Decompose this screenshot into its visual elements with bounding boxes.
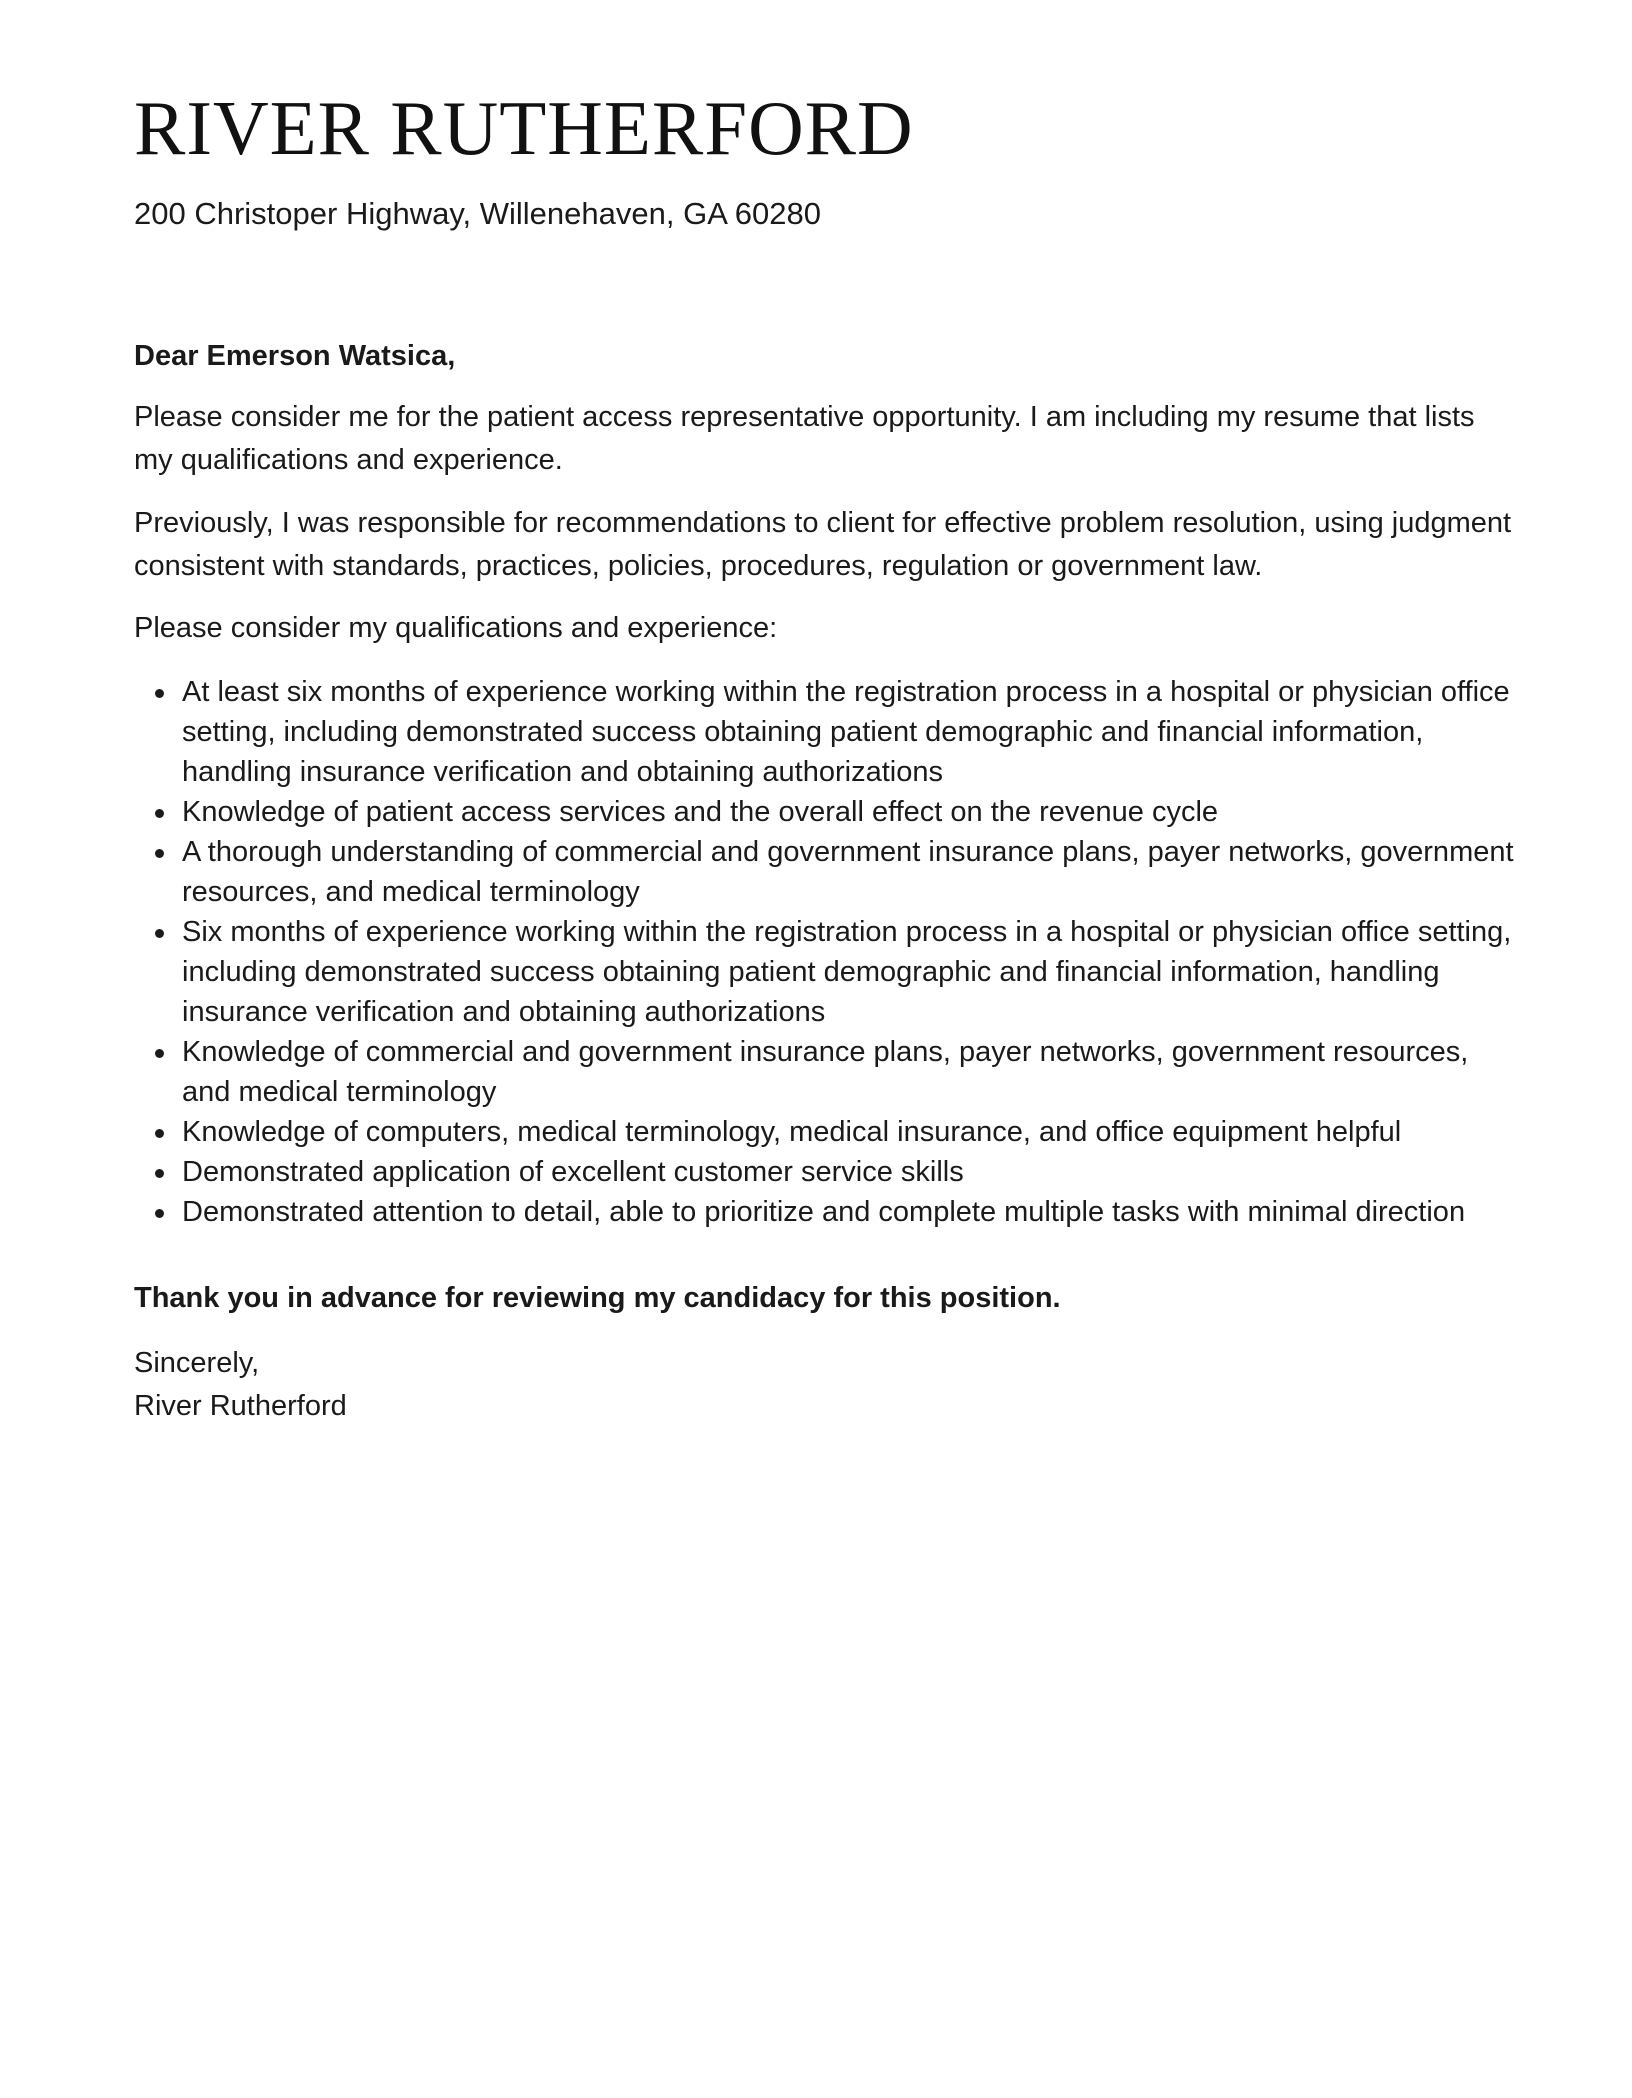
cover-letter (134, 84, 1514, 1428)
applicant-name: RIVER RUTHERFORD (134, 85, 914, 171)
list-item: At least six months of experience working within the registration process in a hospital or physician office setting, including demonstrated success obtaining patient demographic and financial information, handling insurance verification and obtaining authorizations (182, 672, 1514, 792)
closing-phrase: Sincerely, (134, 1347, 260, 1379)
opening-paragraph: Please consider me for the patient access representative opportunity. I am including my resume that lists my qualifications and experience. (134, 401, 1475, 476)
list-item: Knowledge of computers, medical terminology, medical insurance, and office equipment helpful (182, 1112, 1514, 1152)
list-item: Six months of experience working within the registration process in a hospital or physician office setting, including demonstrated success obtaining patient demographic and financial information, handling insurance verification and obtaining authorizations (182, 912, 1514, 1032)
list-item: Demonstrated attention to detail, able to prioritize and complete multiple tasks with minimal direction (182, 1192, 1514, 1232)
list-item: Demonstrated application of excellent customer service skills (182, 1152, 1514, 1192)
experience-paragraph: Previously, I was responsible for recommendations to client for effective problem resolution, using judgment consistent with standards, practices, policies, procedures, regulation or government law. (134, 507, 1512, 582)
thanks-line: Thank you in advance for reviewing my candidacy for this position. (134, 1282, 1061, 1314)
qualifications-intro: Please consider my qualifications and experience: (134, 612, 778, 644)
qualifications-list (134, 672, 1514, 1232)
list-item: A thorough understanding of commercial and government insurance plans, payer networks, government resources, and medical terminology (182, 832, 1514, 912)
list-item: Knowledge of commercial and government insurance plans, payer networks, government resources, and medical terminology (182, 1032, 1514, 1112)
salutation: Dear Emerson Watsica, (134, 340, 456, 372)
signature-name: River Rutherford (134, 1390, 347, 1422)
list-item: Knowledge of patient access services and the overall effect on the revenue cycle (182, 792, 1514, 832)
applicant-address: 200 Christoper Highway, Willenehaven, GA 60280 (134, 196, 821, 231)
closing-block (134, 1342, 1514, 1428)
